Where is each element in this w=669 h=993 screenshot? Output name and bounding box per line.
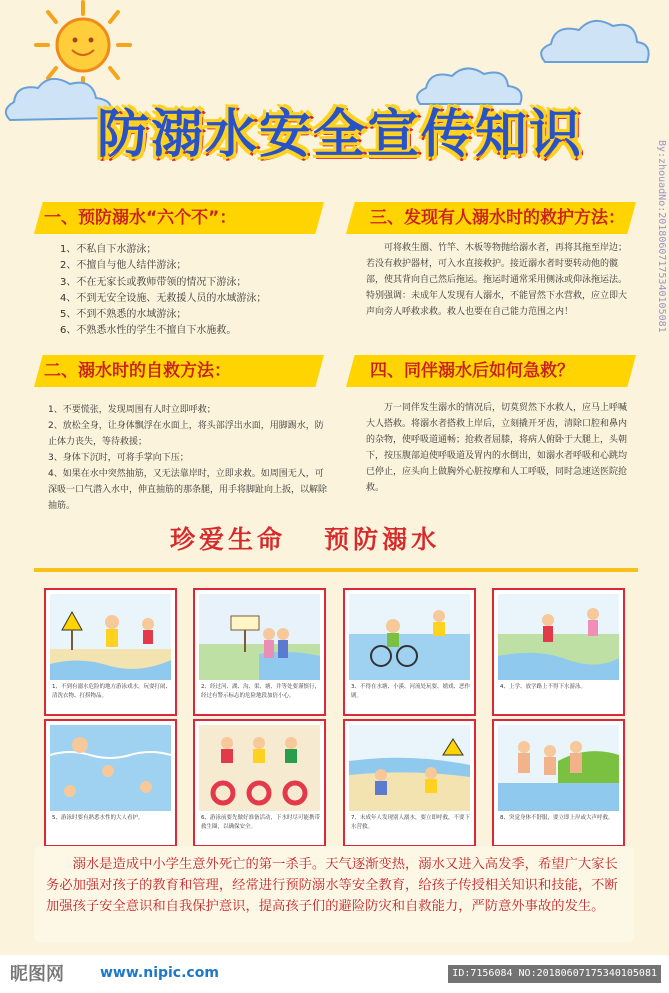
list-item: 1、不私自下水游泳；: [60, 244, 157, 255]
illustration-card-4: [492, 588, 625, 716]
section-3-text: 可将救生圈、竹竿、木板等物抛给溺水者，再将其拖至岸边；若没有救护器材，可入水直接救护。接近溺水者时要转动他的髋部，使其背向自己然后拖运。拖运时通常采用侧泳或仰泳拖运法。特别强调：未成年人发现有人溺水，不能冒然下水营救，应立即大声向旁人呼救求救。救人也要在自己能力范围之内！: [366, 243, 628, 317]
river-children-illustration: [498, 594, 619, 680]
section-3-heading: 三、发现有人溺水时的救护方法：: [370, 208, 625, 228]
cloud-right-icon: [535, 12, 655, 68]
card-caption: 2、经过河、湖、沟、渠、塘、井等处要谨慎行，经过有警示标志的危险地段加倍小心。: [201, 684, 321, 699]
slogan: 珍爱生命 预防溺水: [170, 525, 441, 554]
footer-id: ID:7156084 NO:20180607175340105081: [448, 965, 661, 983]
illustration-card-6: [193, 719, 326, 847]
closing-text: 溺水是造成中小学生意外死亡的第一杀手。天气逐渐变热，溺水又进入高发季，希望广大家长务必加强对孩子的教育和管理，经常进行预防溺水等安全教育，给孩子传授相关知识和技能，不断加强孩子安全意识和自我保护意识，提高孩子们的避险防灾和自救能力，严防意外事故的发生。: [46, 857, 618, 914]
illustration-card-7: [343, 719, 476, 847]
bicycle-fall-illustration: [349, 594, 470, 680]
list-item: 3、不在无家长或教师带领的情况下游泳；: [60, 276, 247, 288]
illustration-card-5: [44, 719, 177, 847]
section-2-heading: 二、溺水时的自救方法：: [44, 361, 231, 381]
list-item: 3、身体下沉时，可将手掌向下压；: [48, 453, 189, 463]
call-for-help-illustration: [349, 725, 470, 811]
page-title: 防溺水安全宣传知识: [96, 105, 583, 165]
list-item: 5、不到不熟悉的水域游泳；: [60, 309, 187, 321]
section-1-list: [60, 242, 330, 340]
divider: [34, 568, 638, 572]
list-item: 4、如果在水中突然抽筋，又无法靠岸时，立即求救。如周围无人，可深吸一口气潜入水中，伸直抽筋的那条腿，用手将脚趾向上扳，以解除抽筋。: [48, 469, 328, 511]
card-caption: 3、不得在水塘、小溪、河流处玩耍、嬉戏、恶作剧。: [351, 684, 471, 699]
kids-running-illustration: [50, 594, 171, 680]
section-1-heading: 一、预防溺水“六个不”：: [44, 208, 237, 228]
card-caption: 5、游泳时要有熟悉水性的大人看护。: [52, 815, 144, 821]
list-item: 4、不到无安全设施、无救援人员的水域游泳；: [60, 292, 267, 304]
footer-logo: 昵图网: [10, 964, 64, 985]
card-caption: 8、突觉身体不舒服，要立即上岸或大声呼救。: [500, 815, 614, 821]
card-caption: 1、不到有溺水危险的地方游泳戏水，玩耍打闹、清洗衣物、打捞物品。: [52, 684, 172, 699]
list-item: 2、放松全身，让身体飘浮在水面上，将头部浮出水面，用脚踢水，防止体力丧失，等待救援；: [48, 421, 324, 447]
side-watermark: By:zhouadNo:20180607175340105081: [656, 140, 667, 333]
illustration-card-1: [44, 588, 177, 716]
card-caption: 4、上学、放学路上不得下水游泳。: [500, 684, 587, 690]
section-4-text: 万一同伴发生溺水的情况后，切莫贸然下水救人，应马上呼喊大人搭救。将溺水者搭救上岸后，立刻撬开牙齿，清除口腔和鼻内的杂物，使呼吸道通畅；抢救者屈膝，将病人俯卧于大腿上，头朝下，按压腹部迫使呼吸道及胃内的水倒出，如溺水者呼吸和心跳均已停止，应头向上做胸外心脏按摩和人工呼吸，同时急速送医院抢救。: [366, 403, 628, 493]
illustration-card-2: [193, 588, 326, 716]
illustration-card-8: [492, 719, 625, 847]
illustration-card-3: [343, 588, 476, 716]
card-caption: 6、游泳前要先做好准备活动，下水时尽可能携带救生圈，以确保安全。: [201, 815, 321, 830]
list-item: 6、不熟悉水性的学生不擅自下水施救。: [60, 325, 237, 337]
warning-sign-illustration: [199, 594, 320, 680]
swimming-supervised-illustration: [50, 725, 171, 811]
footer-url: www.nipic.com: [100, 965, 219, 981]
shore-swimmers-illustration: [498, 725, 619, 811]
list-item: 2、不擅自与他人结伴游泳；: [60, 260, 187, 272]
list-item: 1、不要慌张，发现周围有人时立即呼救；: [48, 405, 216, 415]
section-2-list: [48, 402, 330, 514]
card-caption: 7、未成年人发现别人溺水，要立即呼救，不要下水营救。: [351, 815, 471, 830]
section-4-heading: 四、同伴溺水后如何急救？: [370, 361, 574, 381]
warmup-swim-rings-illustration: [199, 725, 320, 811]
